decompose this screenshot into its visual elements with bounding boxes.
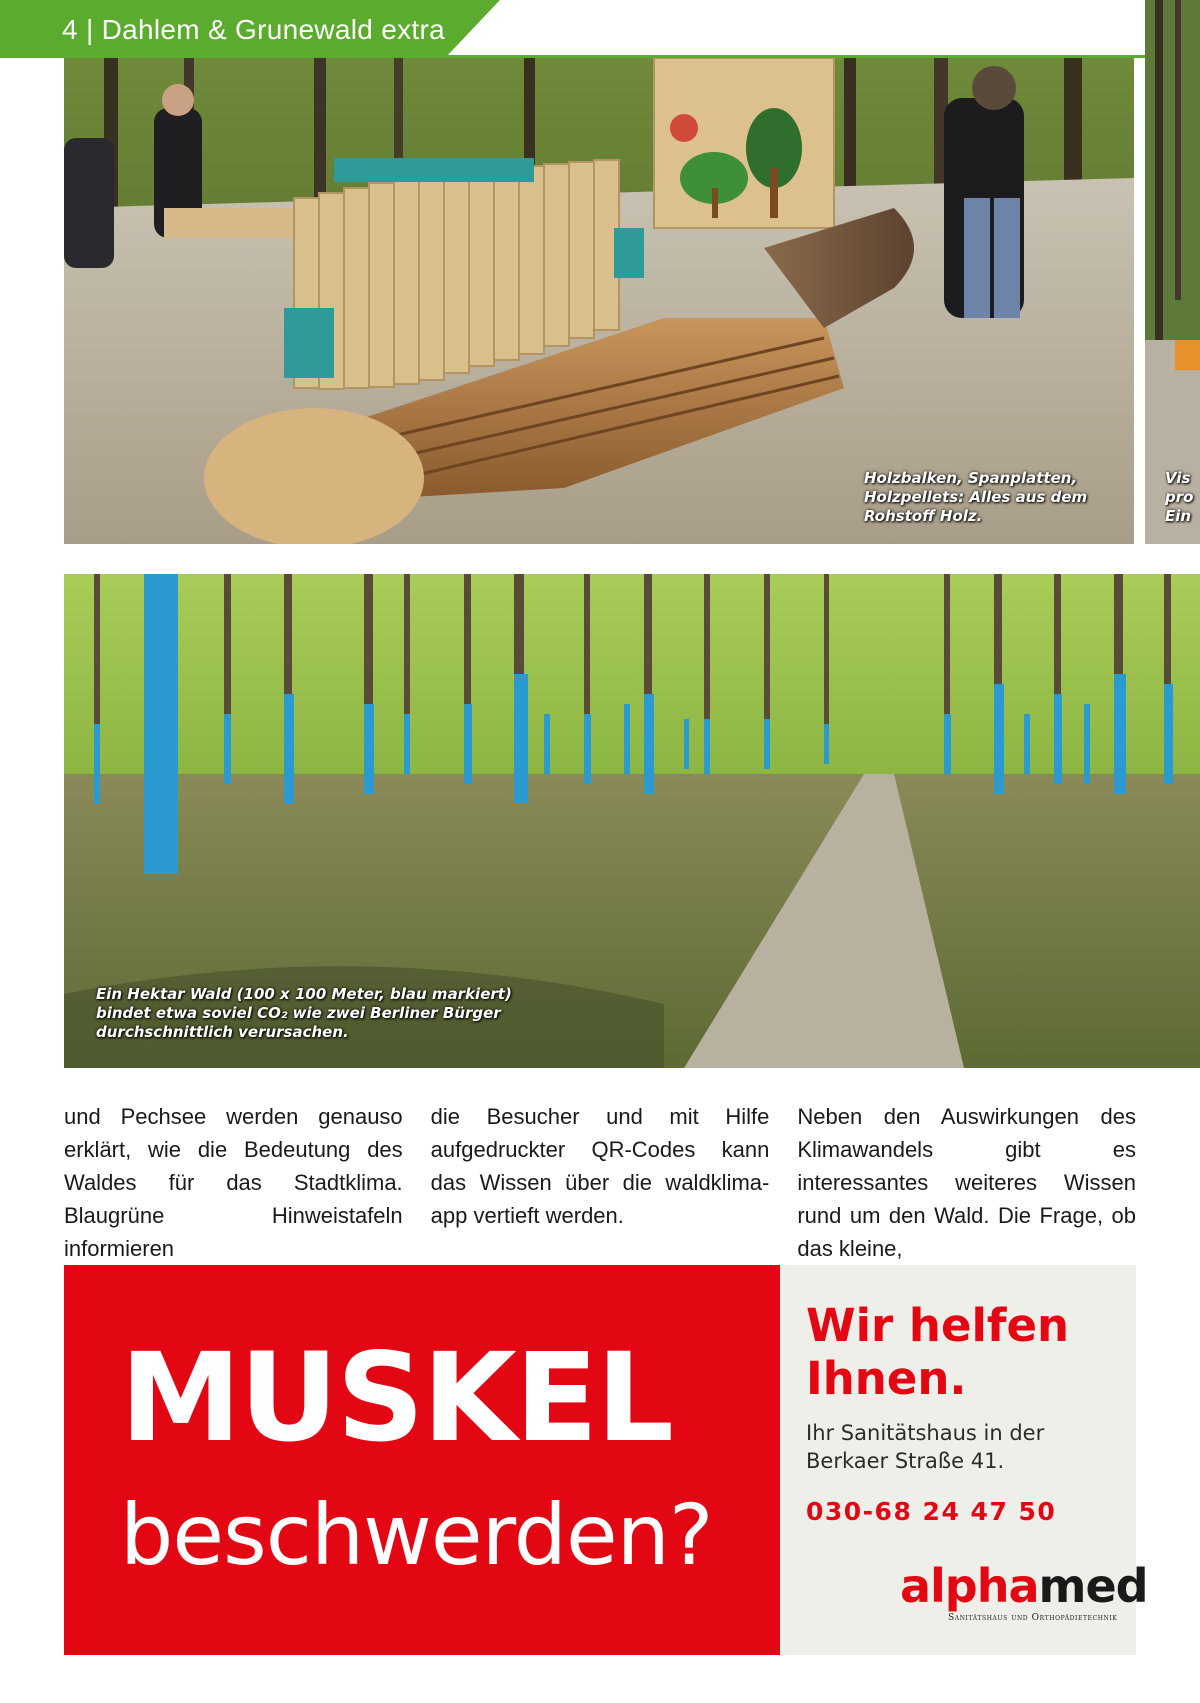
alphamed-logo [900, 1559, 1148, 1613]
logo-tagline: Sanitätshaus und Orthopädietechnik [948, 1613, 1118, 1623]
ad-address: Ihr Sanitätshaus in der Berkaer Straße 41. [806, 1421, 1045, 1473]
ad-muskel-text: MUSKEL [120, 1327, 672, 1469]
article-column-3: Neben den Auswirkungen des Klimawandels gibt es interessantes weiteres Wissen rund um den Wald. Die Frage, ob das kleine, [797, 1104, 1137, 1261]
side-caption [1165, 469, 1200, 526]
side-caption-line: Ein [1165, 507, 1192, 525]
ad-beschwerden-text: beschwerden? [120, 1486, 713, 1584]
photo-side-sliver [1145, 0, 1200, 544]
logo-alpha-part: alpha [900, 1559, 1039, 1613]
photo-caption-middle: Ein Hektar Wald (100 x 100 Meter, blau markiert) bindet etwa soviel CO₂ wie zwei Berliner Bürger durchschnittlich verursachen. [96, 985, 512, 1041]
article-columns [64, 1100, 1137, 1261]
side-caption-line: Vis [1165, 469, 1191, 487]
article-column-2: die Besucher und mit Hilfe aufgedruckter QR-Codes kann das Wissen über die waldklima-app vertieft werden. [430, 1104, 770, 1228]
article-column-1: und Pechsee werden genauso erklärt, wie die Bedeutung des Waldes für das Stadtklima. Blaugrüne Hinweistafeln informieren [64, 1104, 403, 1261]
page-header-title: 4 | Dahlem & Grunewald extra [62, 14, 445, 45]
ad-phone-number: 030-68 24 47 50 [806, 1497, 1057, 1526]
ad-info-panel [780, 1265, 1148, 1655]
photo-caption-top: Holzbalken, Spanplatten, Holzpellets: Alles aus dem Rohstoff Holz. [864, 469, 1088, 525]
ad-red-panel [64, 1265, 780, 1655]
logo-med-part: med [1038, 1559, 1148, 1613]
side-caption-line: pro [1165, 488, 1194, 506]
ad-headline: Wir helfen Ihnen. [806, 1299, 1070, 1405]
